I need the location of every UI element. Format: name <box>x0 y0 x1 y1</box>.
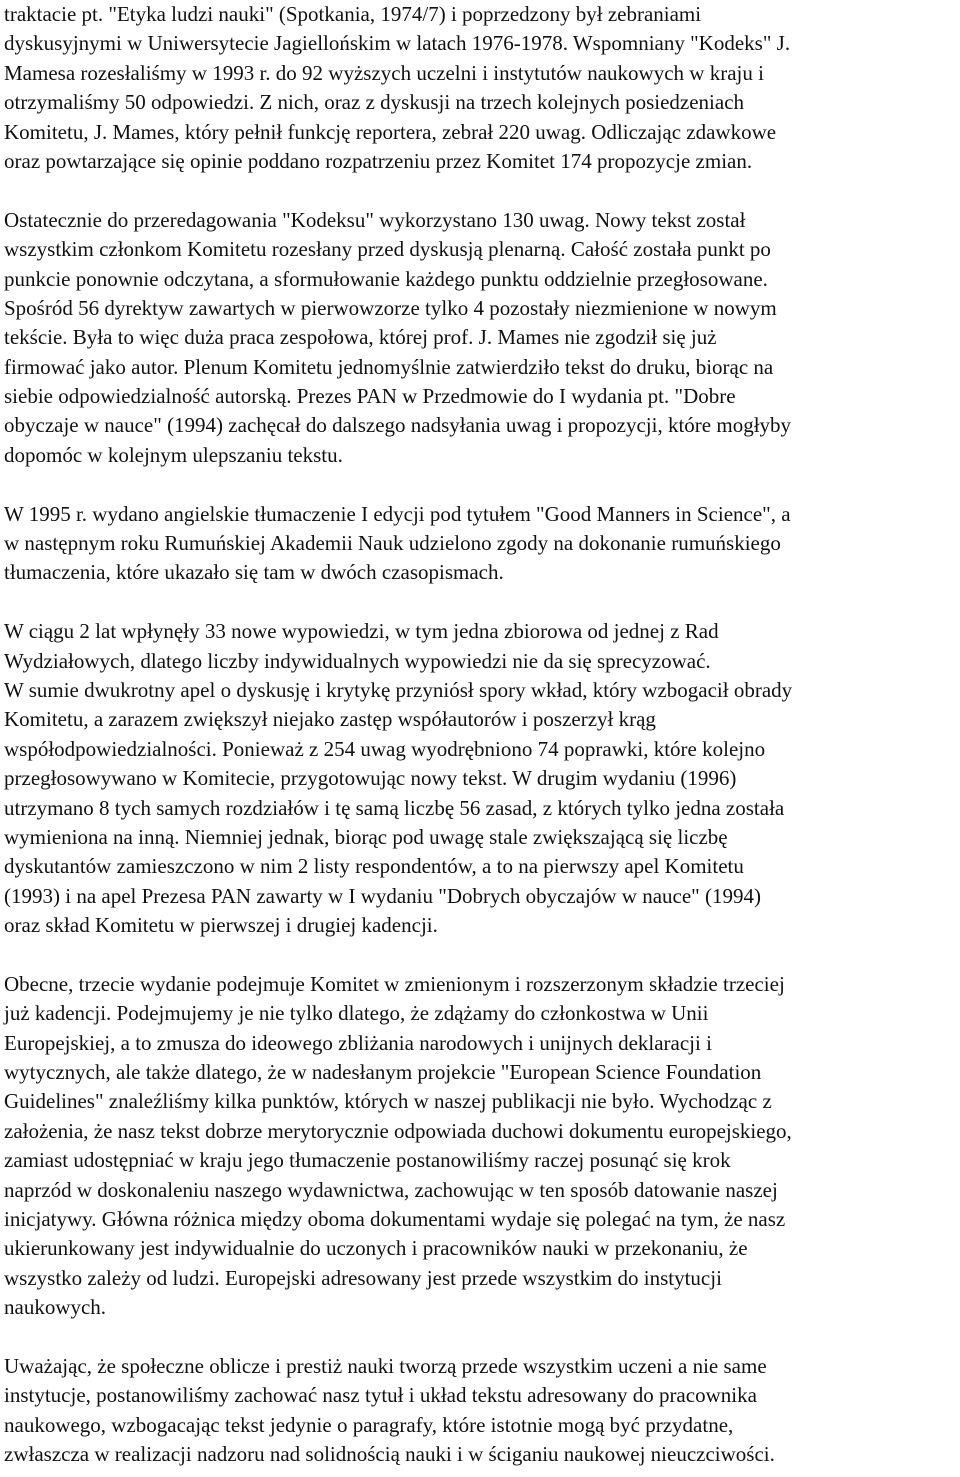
text-line: Mamesa rozesłaliśmy w 1993 r. do 92 wyższych uczelni i instytutów naukowych w kraju i <box>4 60 764 85</box>
text-line: tekście. Była to więc duża praca zespołowa, której prof. J. Mames nie zgodził się już <box>4 325 717 350</box>
text-line: Obecne, trzecie wydanie podejmuje Komitet w zmienionym i rozszerzonym składzie trzeciej <box>4 971 785 996</box>
text-line: dopomóc w kolejnym ulepszaniu tekstu. <box>4 442 343 467</box>
text-line: instytucje, postanowiliśmy zachować nasz tytuł i układ tekstu adresowany do pracownika <box>4 1383 757 1408</box>
text-line: naukowego, wzbogacając tekst jedynie o paragrafy, które istotnie mogą być przydatne, <box>4 1412 734 1437</box>
paragraph-spacer <box>4 470 954 499</box>
paragraph-spacer <box>4 588 954 617</box>
text-line: (1993) i na apel Prezesa PAN zawarty w I wydaniu "Dobrych obyczajów w nauce" (1994) <box>4 883 761 908</box>
text-line: naprzód w doskonaleniu naszego wydawnictwa, zachowując w ten sposób datowanie naszej <box>4 1177 778 1202</box>
text-line: inicjatywy. Główna różnica między oboma dokumentami wydaje się polegać na tym, że nasz <box>4 1207 786 1232</box>
paragraph <box>4 1352 954 1470</box>
text-line: w następnym roku Rumuńskiej Akademii Nauk udzielono zgody na dokonanie rumuńskiego <box>4 531 781 556</box>
text-line: utrzymano 8 tych samych rozdziałów i tę samą liczbę 56 zasad, z których tylko jedna została <box>4 795 785 820</box>
text-line: Spośród 56 dyrektyw zawartych w pierwowzorze tylko 4 pozostały niezmienione w nowym <box>4 295 777 320</box>
text-line: wszystkim członkom Komitetu rozesłany przed dyskusją plenarną. Całość została punkt po <box>4 237 771 262</box>
text-line: założenia, że nasz tekst dobrze merytorycznie odpowiada duchowi dokumentu europejskiego, <box>4 1118 792 1143</box>
text-line: otrzymaliśmy 50 odpowiedzi. Z nich, oraz z dyskusji na trzech kolejnych posiedzeniach <box>4 90 745 115</box>
text-line: Guidelines" znaleźliśmy kilka punktów, których w naszej publikacji nie było. Wychodząc z <box>4 1089 772 1114</box>
text-line: Komitetu, J. Mames, który pełnił funkcję reportera, zebrał 220 uwag. Odliczając zdawkowe <box>4 119 777 144</box>
text-line: tłumaczenia, które ukazało się tam w dwóch czasopismach. <box>4 560 504 585</box>
text-line: oraz powtarzające się opinie poddano rozpatrzeniu przez Komitet 174 propozycje zmian. <box>4 148 753 173</box>
text-line: Europejskiej, a to zmusza do ideowego zbliżania narodowych i unijnych deklaracji i <box>4 1030 712 1055</box>
text-line: Komitetu, a zarazem zwiększył niejako zastęp współautorów i poszerzył krąg <box>4 707 656 732</box>
text-line: już kadencji. Podejmujemy je nie tylko dlatego, że zdążamy do członkostwa w Unii <box>4 1001 709 1026</box>
text-line: Uważając, że społeczne oblicze i prestiż nauki tworzą przede wszystkim uczeni a nie same <box>4 1353 767 1378</box>
paragraph-spacer <box>4 1323 954 1352</box>
paragraph <box>4 206 954 471</box>
text-line: wszystko zależy od ludzi. Europejski adresowany jest przede wszystkim do instytucji <box>4 1265 722 1290</box>
text-line: ukierunkowany jest indywidualnie do uczonych i pracowników nauki w przekonaniu, że <box>4 1236 748 1261</box>
paragraph-spacer <box>4 941 954 970</box>
text-line: punkcie ponownie odczytana, a sformułowanie każdego punktu oddzielnie przegłosowane. <box>4 266 768 291</box>
text-line: przegłosowywano w Komitecie, przygotowując nowy tekst. W drugim wydaniu (1996) <box>4 766 737 791</box>
paragraph <box>4 970 954 1323</box>
text-line: wymieniona na inną. Niemniej jednak, biorąc pod uwagę stale zwiększającą się liczbę <box>4 824 728 849</box>
text-line: Ostatecznie do przeredagowania "Kodeksu" wykorzystano 130 uwag. Nowy tekst został <box>4 207 746 232</box>
text-line: W ciągu 2 lat wpłynęły 33 nowe wypowiedzi, w tym jedna zbiorowa od jednej z Rad <box>4 619 719 644</box>
text-line: W 1995 r. wydano angielskie tłumaczenie I edycji pod tytułem "Good Manners in Science", a <box>4 501 791 526</box>
text-line: oraz skład Komitetu w pierwszej i drugiej kadencji. <box>4 913 438 938</box>
text-line: naukowych. <box>4 1295 107 1320</box>
text-line: zamiast udostępniać w kraju jego tłumaczenie postanowiliśmy raczej posunąć się krok <box>4 1148 731 1173</box>
text-line: traktacie pt. "Etyka ludzi nauki" (Spotkania, 1974/7) i poprzedzony był zebraniami <box>4 2 702 26</box>
paragraph <box>4 617 954 940</box>
text-line: W sumie dwukrotny apel o dyskusję i krytykę przyniósł spory wkład, który wzbogacił obrady <box>4 677 793 702</box>
text-line: dyskutantów zamieszczono w nim 2 listy respondentów, a to na pierwszy apel Komitetu <box>4 854 744 879</box>
text-line: firmować jako autor. Plenum Komitetu jednomyślnie zatwierdziło tekst do druku, biorąc na <box>4 354 774 379</box>
text-line: współodpowiedzialności. Ponieważ z 254 uwag wyodrębniono 74 poprawki, które kolejno <box>4 736 766 761</box>
text-line: obyczaje w nauce" (1994) zachęcał do dalszego nadsyłania uwag i propozycji, które mogłyby <box>4 413 792 438</box>
paragraph <box>4 0 954 176</box>
text-line: zwłaszcza w realizacji nadzoru nad solidnością nauki i w ściganiu naukowej nieuczciwości. <box>4 1442 775 1467</box>
paragraph <box>4 500 954 588</box>
text-line: siebie odpowiedzialność autorską. Prezes PAN w Przedmowie do I wydania pt. "Dobre <box>4 384 736 409</box>
text-line: Wydziałowych, dlatego liczby indywidualnych wypowiedzi nie da się sprecyzować. <box>4 648 711 673</box>
text-line: dyskusyjnymi w Uniwersytecie Jagiellońskim w latach 1976-1978. Wspomniany "Kodeks" J. <box>4 31 791 56</box>
text-line: wytycznych, ale także dlatego, że w nadesłanym projekcie "European Science Foundation <box>4 1060 762 1085</box>
paragraph-spacer <box>4 176 954 205</box>
